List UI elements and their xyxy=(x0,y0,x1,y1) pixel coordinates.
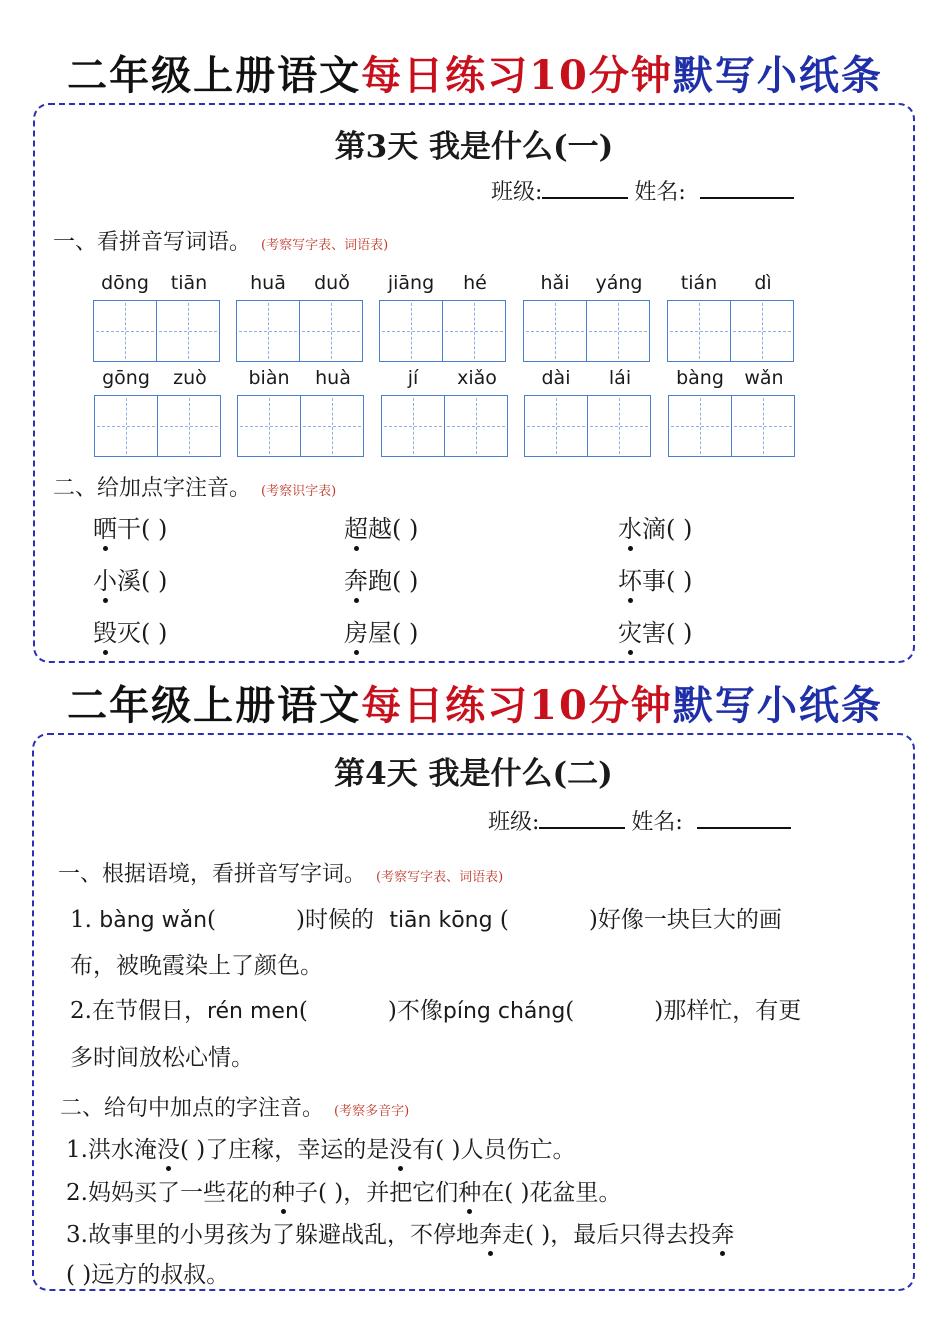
sentence-3-cont: ( )远方的叔叔。 xyxy=(66,1262,230,1288)
question-2: 2.在节假日，rén men( )不像píng cháng( )那样忙，有更 xyxy=(70,998,802,1024)
phonetic-item: 房屋( ) xyxy=(344,613,418,648)
question-1-cont: 布，被晚霞染上了颜色。 xyxy=(70,953,323,979)
section2-note: (考察识字表) xyxy=(261,483,337,499)
day4-section1-heading: 一、根据语境，看拼音写字词。 (考察写字表、词语表) xyxy=(58,862,504,887)
banner-middle xyxy=(0,674,950,731)
question-1: 1. bàng wǎn( )时候的 tiān kōng ( )好像一块巨大的画 xyxy=(70,907,782,933)
writing-cell[interactable] xyxy=(157,395,221,457)
writing-cell[interactable] xyxy=(668,395,732,457)
day4-section2-heading: 二、给句中加点的字注音。 (考察多音字) xyxy=(60,1096,410,1121)
pinyin-word: jiāng hé xyxy=(379,272,507,362)
day3-section1-heading: 一、看拼音写词语。 (考察写字表、词语表) xyxy=(53,230,389,255)
class-label: 班级: xyxy=(488,810,540,835)
writing-cell[interactable] xyxy=(667,300,731,362)
writing-cell[interactable] xyxy=(731,395,795,457)
class-blank[interactable] xyxy=(539,807,625,829)
writing-cell[interactable] xyxy=(444,395,508,457)
writing-cell[interactable] xyxy=(156,300,220,362)
phonetic-item: 超越( ) xyxy=(344,509,418,544)
sentence-2: 2.妈妈买了一些花的种子( )，并把它们种在( )花盆里。 xyxy=(66,1174,621,1207)
pinyin-word: gōng zuò xyxy=(94,367,222,457)
phonetic-item: 灾害( ) xyxy=(618,613,692,648)
writing-cell[interactable] xyxy=(379,300,443,362)
pinyin: tiān kōng xyxy=(389,908,493,933)
day3-title: 第3天 我是什么(一) xyxy=(334,129,614,165)
writing-cell[interactable] xyxy=(237,395,301,457)
phonetic-item: 水滴( ) xyxy=(618,509,692,544)
writing-cell[interactable] xyxy=(300,395,364,457)
pinyin-word: biàn huà xyxy=(237,367,365,457)
banner-part1: 二年级上册语文 xyxy=(67,682,362,729)
worksheet-day4 xyxy=(32,733,915,1291)
answer-paren[interactable]: ( ) xyxy=(141,619,168,647)
class-blank[interactable] xyxy=(542,177,628,199)
pinyin: píng cháng xyxy=(442,999,566,1024)
name-blank[interactable] xyxy=(697,807,791,829)
answer-paren[interactable]: ( ) xyxy=(392,515,419,543)
pinyin-word: tián dì xyxy=(667,272,795,362)
pinyin-word: dōng tiān xyxy=(93,272,221,362)
writing-cell[interactable] xyxy=(524,395,588,457)
banner-part2: 每日练习10分钟 xyxy=(361,682,673,729)
phonetic-item: 坏事( ) xyxy=(618,561,692,596)
day4-class-name-row xyxy=(488,805,791,836)
day3-class-name-row xyxy=(491,175,794,206)
writing-cell[interactable] xyxy=(442,300,506,362)
answer-paren[interactable]: ( ) xyxy=(141,567,168,595)
answer-paren[interactable]: ( ) xyxy=(392,619,419,647)
answer-paren[interactable]: ( ) xyxy=(392,567,419,595)
worksheet-day3 xyxy=(33,103,915,663)
writing-cell[interactable] xyxy=(299,300,363,362)
writing-cell[interactable] xyxy=(94,395,158,457)
banner-top xyxy=(0,44,950,101)
phonetic-item: 晒干( ) xyxy=(93,509,167,544)
banner-part1: 二年级上册语文 xyxy=(67,52,362,99)
question-2-cont: 多时间放松心情。 xyxy=(70,1045,254,1071)
writing-cell[interactable] xyxy=(523,300,587,362)
writing-cell[interactable] xyxy=(730,300,794,362)
pinyin-word: hǎi yáng xyxy=(523,272,651,362)
sentence-1: 1.洪水淹没( )了庄稼，幸运的是没有( )人员伤亡。 xyxy=(66,1131,575,1164)
writing-cell[interactable] xyxy=(93,300,157,362)
section1-note: (考察写字表、词语表) xyxy=(376,869,504,885)
writing-cell[interactable] xyxy=(587,395,651,457)
name-blank[interactable] xyxy=(700,177,794,199)
phonetic-item: 小溪( ) xyxy=(93,561,167,596)
writing-cell[interactable] xyxy=(381,395,445,457)
answer-paren[interactable]: ( ) xyxy=(141,515,168,543)
day3-section2-heading: 二、给加点字注音。 (考察识字表) xyxy=(53,476,337,501)
pinyin-word: jí xiǎo xyxy=(381,367,509,457)
name-label: 姓名: xyxy=(631,810,683,835)
class-label: 班级: xyxy=(491,180,543,205)
banner-part3: 默写小纸条 xyxy=(672,682,883,729)
name-label: 姓名: xyxy=(634,180,686,205)
writing-cell[interactable] xyxy=(586,300,650,362)
banner-part2: 每日练习10分钟 xyxy=(361,52,673,99)
writing-cell[interactable] xyxy=(236,300,300,362)
answer-paren[interactable]: ( ) xyxy=(666,515,693,543)
section1-note: (考察写字表、词语表) xyxy=(261,237,389,253)
pinyin-word: dài lái xyxy=(524,367,652,457)
pinyin-word: bàng wǎn xyxy=(668,367,796,457)
phonetic-item: 奔跑( ) xyxy=(344,561,418,596)
pinyin-word: huā duǒ xyxy=(236,272,364,362)
pinyin: bàng wǎn xyxy=(99,908,208,933)
phonetic-item: 毁灭( ) xyxy=(93,613,167,648)
answer-paren[interactable]: ( ) xyxy=(666,619,693,647)
answer-paren[interactable]: ( ) xyxy=(666,567,693,595)
section2-note: (考察多音字) xyxy=(334,1103,410,1119)
banner-part3: 默写小纸条 xyxy=(672,52,883,99)
sentence-3: 3.故事里的小男孩为了躲避战乱，不停地奔走( )，最后只得去投奔 xyxy=(66,1216,734,1249)
day4-title: 第4天 我是什么(二) xyxy=(334,756,613,792)
pinyin: rén men xyxy=(206,999,299,1024)
